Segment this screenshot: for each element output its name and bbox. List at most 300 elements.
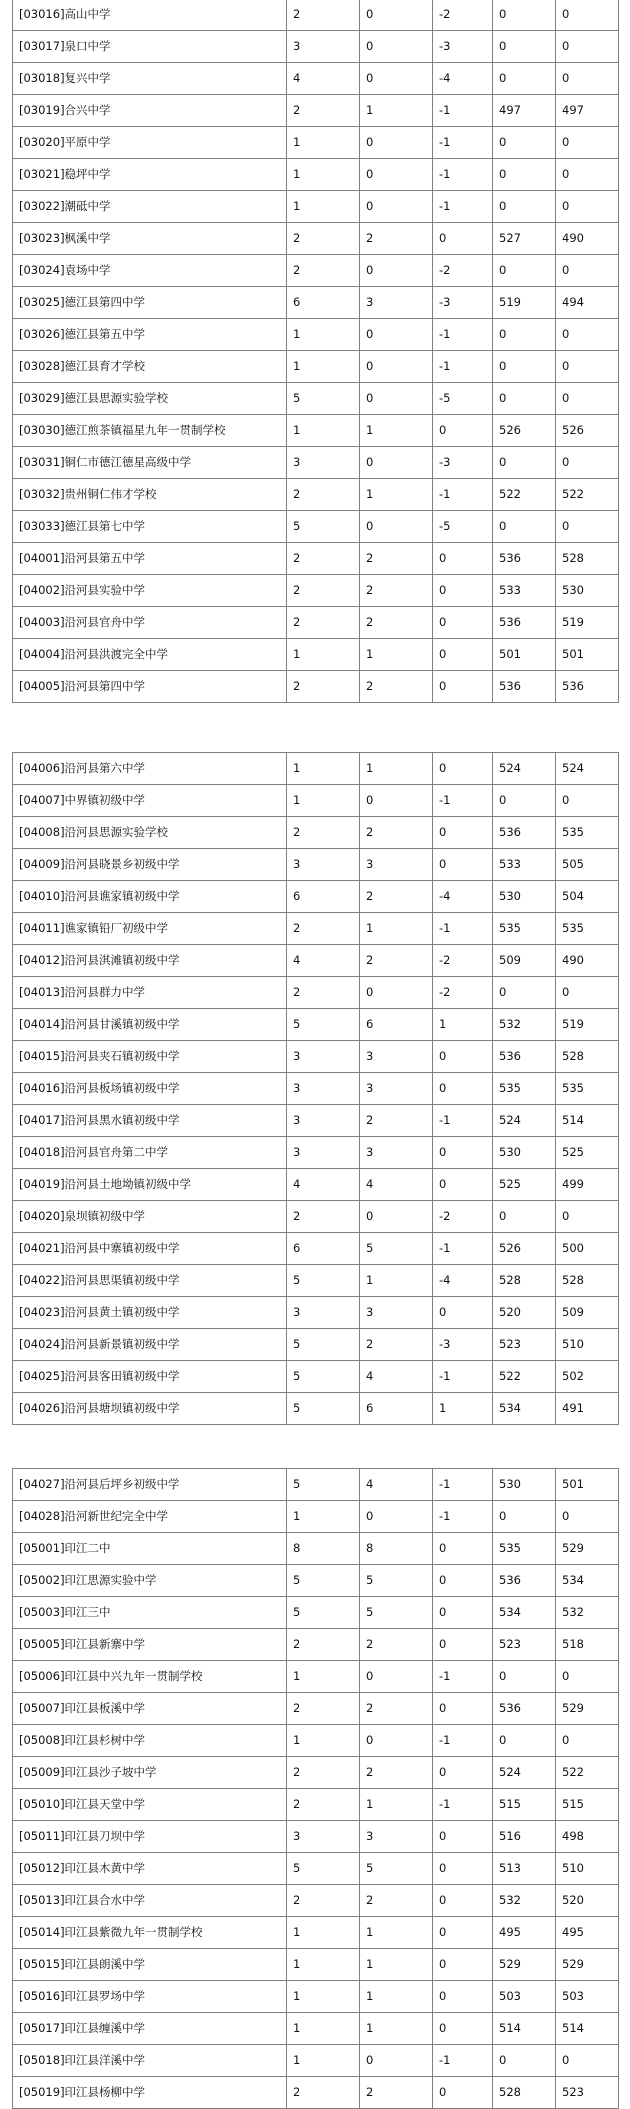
table-row	[13, 1917, 619, 1949]
plan-count-cell: 2	[287, 543, 360, 575]
school-name-cell: [05012]印江县木黄中学	[13, 1853, 287, 1885]
difference-cell: -1	[433, 913, 493, 945]
lowest-score-cell: 0	[556, 447, 619, 479]
difference-cell: -5	[433, 383, 493, 415]
admitted-count-cell: 2	[360, 1693, 433, 1725]
lowest-score-cell: 0	[556, 319, 619, 351]
plan-count-cell: 5	[287, 1361, 360, 1393]
school-name-cell: [04004]沿河县洪渡完全中学	[13, 639, 287, 671]
table-row	[13, 511, 619, 543]
plan-count-cell: 1	[287, 319, 360, 351]
highest-score-cell: 495	[493, 1917, 556, 1949]
highest-score-cell: 535	[493, 1073, 556, 1105]
school-name-cell: [03023]枫溪中学	[13, 223, 287, 255]
lowest-score-cell: 519	[556, 607, 619, 639]
highest-score-cell: 530	[493, 1469, 556, 1501]
admitted-count-cell: 2	[360, 223, 433, 255]
plan-count-cell: 5	[287, 1853, 360, 1885]
highest-score-cell: 530	[493, 1137, 556, 1169]
table-row	[13, 671, 619, 703]
table-row	[13, 1981, 619, 2013]
plan-count-cell: 5	[287, 1009, 360, 1041]
school-name-cell: [04026]沿河县塘坝镇初级中学	[13, 1393, 287, 1425]
difference-cell: 0	[433, 671, 493, 703]
highest-score-cell: 524	[493, 1757, 556, 1789]
difference-cell: -1	[433, 785, 493, 817]
school-name-cell: [04024]沿河县新景镇初级中学	[13, 1329, 287, 1361]
admitted-count-cell: 2	[360, 1757, 433, 1789]
difference-cell: -1	[433, 1725, 493, 1757]
lowest-score-cell: 0	[556, 31, 619, 63]
lowest-score-cell: 522	[556, 1757, 619, 1789]
lowest-score-cell: 523	[556, 2077, 619, 2109]
school-name-cell: [04011]谯家镇铅厂初级中学	[13, 913, 287, 945]
admitted-count-cell: 0	[360, 1661, 433, 1693]
difference-cell: 0	[433, 849, 493, 881]
school-name-cell: [04023]沿河县黄土镇初级中学	[13, 1297, 287, 1329]
school-name-cell: [05008]印江县杉树中学	[13, 1725, 287, 1757]
highest-score-cell: 534	[493, 1597, 556, 1629]
table-row	[13, 1297, 619, 1329]
difference-cell: 0	[433, 1169, 493, 1201]
plan-count-cell: 1	[287, 785, 360, 817]
admitted-count-cell: 6	[360, 1009, 433, 1041]
difference-cell: -3	[433, 31, 493, 63]
difference-cell: 0	[433, 1821, 493, 1853]
table-row	[13, 785, 619, 817]
table-row	[13, 1361, 619, 1393]
difference-cell: 0	[433, 1885, 493, 1917]
school-name-cell: [04019]沿河县土地坳镇初级中学	[13, 1169, 287, 1201]
highest-score-cell: 536	[493, 671, 556, 703]
highest-score-cell: 0	[493, 383, 556, 415]
difference-cell: -3	[433, 287, 493, 319]
school-name-cell: [05010]印江县天堂中学	[13, 1789, 287, 1821]
difference-cell: 0	[433, 2077, 493, 2109]
school-name-cell: [04022]沿河县思渠镇初级中学	[13, 1265, 287, 1297]
lowest-score-cell: 509	[556, 1297, 619, 1329]
table-row	[13, 1137, 619, 1169]
admitted-count-cell: 2	[360, 671, 433, 703]
difference-cell: -1	[433, 1105, 493, 1137]
admitted-count-cell: 8	[360, 1533, 433, 1565]
table-row	[13, 817, 619, 849]
school-name-cell: [04028]沿河新世纪完全中学	[13, 1501, 287, 1533]
table-row	[13, 753, 619, 785]
lowest-score-cell: 497	[556, 95, 619, 127]
lowest-score-cell: 0	[556, 1501, 619, 1533]
plan-count-cell: 3	[287, 1821, 360, 1853]
lowest-score-cell: 534	[556, 1565, 619, 1597]
admitted-count-cell: 1	[360, 1265, 433, 1297]
table-row	[13, 1329, 619, 1361]
plan-count-cell: 2	[287, 1757, 360, 1789]
school-name-cell: [04013]沿河县群力中学	[13, 977, 287, 1009]
school-name-cell: [04018]沿河县官舟第二中学	[13, 1137, 287, 1169]
admitted-count-cell: 2	[360, 1329, 433, 1361]
highest-score-cell: 0	[493, 319, 556, 351]
table-row	[13, 1169, 619, 1201]
school-name-cell: [04020]泉坝镇初级中学	[13, 1201, 287, 1233]
difference-cell: 0	[433, 1981, 493, 2013]
plan-count-cell: 3	[287, 1105, 360, 1137]
difference-cell: -1	[433, 1233, 493, 1265]
lowest-score-cell: 502	[556, 1361, 619, 1393]
table-row	[13, 1565, 619, 1597]
lowest-score-cell: 501	[556, 1469, 619, 1501]
highest-score-cell: 523	[493, 1629, 556, 1661]
difference-cell: -1	[433, 95, 493, 127]
highest-score-cell: 509	[493, 945, 556, 977]
highest-score-cell: 528	[493, 2077, 556, 2109]
plan-count-cell: 2	[287, 817, 360, 849]
difference-cell: 0	[433, 1757, 493, 1789]
plan-count-cell: 4	[287, 945, 360, 977]
school-name-cell: [05005]印江县新寨中学	[13, 1629, 287, 1661]
highest-score-cell: 516	[493, 1821, 556, 1853]
difference-cell: -3	[433, 447, 493, 479]
admitted-count-cell: 0	[360, 255, 433, 287]
plan-count-cell: 5	[287, 511, 360, 543]
plan-count-cell: 1	[287, 127, 360, 159]
plan-count-cell: 2	[287, 913, 360, 945]
admitted-count-cell: 0	[360, 31, 433, 63]
admitted-count-cell: 1	[360, 415, 433, 447]
school-name-cell: [05018]印江县洋溪中学	[13, 2045, 287, 2077]
lowest-score-cell: 501	[556, 639, 619, 671]
school-name-cell: [03019]合兴中学	[13, 95, 287, 127]
difference-cell: -1	[433, 191, 493, 223]
table-row	[13, 1757, 619, 1789]
table-row	[13, 607, 619, 639]
highest-score-cell: 536	[493, 1565, 556, 1597]
plan-count-cell: 5	[287, 383, 360, 415]
plan-count-cell: 6	[287, 881, 360, 913]
school-name-cell: [05007]印江县板溪中学	[13, 1693, 287, 1725]
difference-cell: 0	[433, 1041, 493, 1073]
school-name-cell: [04012]沿河县淇滩镇初级中学	[13, 945, 287, 977]
highest-score-cell: 503	[493, 1981, 556, 2013]
difference-cell: -4	[433, 1265, 493, 1297]
plan-count-cell: 2	[287, 1789, 360, 1821]
highest-score-cell: 520	[493, 1297, 556, 1329]
lowest-score-cell: 498	[556, 1821, 619, 1853]
admitted-count-cell: 6	[360, 1393, 433, 1425]
school-name-cell: [03025]德江县第四中学	[13, 287, 287, 319]
lowest-score-cell: 0	[556, 191, 619, 223]
plan-count-cell: 2	[287, 95, 360, 127]
difference-cell: -2	[433, 255, 493, 287]
admitted-count-cell: 3	[360, 1297, 433, 1329]
difference-cell: 0	[433, 1629, 493, 1661]
plan-count-cell: 1	[287, 1917, 360, 1949]
difference-cell: 0	[433, 1917, 493, 1949]
table-row	[13, 1725, 619, 1757]
admitted-count-cell: 2	[360, 945, 433, 977]
school-name-cell: [03030]德江煎茶镇福星九年一贯制学校	[13, 415, 287, 447]
plan-count-cell: 1	[287, 639, 360, 671]
lowest-score-cell: 526	[556, 415, 619, 447]
plan-count-cell: 1	[287, 1501, 360, 1533]
lowest-score-cell: 505	[556, 849, 619, 881]
highest-score-cell: 0	[493, 447, 556, 479]
school-name-cell: [05015]印江县朗溪中学	[13, 1949, 287, 1981]
highest-score-cell: 0	[493, 785, 556, 817]
admitted-count-cell: 1	[360, 1949, 433, 1981]
admitted-count-cell: 3	[360, 849, 433, 881]
highest-score-cell: 0	[493, 1201, 556, 1233]
difference-cell: -3	[433, 1329, 493, 1361]
difference-cell: 0	[433, 817, 493, 849]
lowest-score-cell: 535	[556, 1073, 619, 1105]
difference-cell: 0	[433, 607, 493, 639]
admitted-count-cell: 0	[360, 127, 433, 159]
highest-score-cell: 0	[493, 351, 556, 383]
table-row	[13, 223, 619, 255]
admitted-count-cell: 0	[360, 977, 433, 1009]
school-name-cell: [05017]印江县缠溪中学	[13, 2013, 287, 2045]
admitted-count-cell: 0	[360, 159, 433, 191]
highest-score-cell: 535	[493, 1533, 556, 1565]
plan-count-cell: 2	[287, 575, 360, 607]
admitted-count-cell: 3	[360, 1041, 433, 1073]
lowest-score-cell: 0	[556, 63, 619, 95]
table-row	[13, 191, 619, 223]
admitted-count-cell: 0	[360, 785, 433, 817]
admitted-count-cell: 5	[360, 1597, 433, 1629]
admitted-count-cell: 2	[360, 543, 433, 575]
school-name-cell: [05011]印江县刀坝中学	[13, 1821, 287, 1853]
lowest-score-cell: 532	[556, 1597, 619, 1629]
plan-count-cell: 1	[287, 1981, 360, 2013]
highest-score-cell: 536	[493, 543, 556, 575]
highest-score-cell: 535	[493, 913, 556, 945]
table-row	[13, 1201, 619, 1233]
table-row	[13, 977, 619, 1009]
highest-score-cell: 0	[493, 63, 556, 95]
table-row	[13, 543, 619, 575]
school-name-cell: [05001]印江二中	[13, 1533, 287, 1565]
difference-cell: 0	[433, 1853, 493, 1885]
table-row	[13, 1533, 619, 1565]
highest-score-cell: 526	[493, 415, 556, 447]
plan-count-cell: 5	[287, 1565, 360, 1597]
plan-count-cell: 2	[287, 1693, 360, 1725]
school-name-cell: [04016]沿河县板场镇初级中学	[13, 1073, 287, 1105]
lowest-score-cell: 536	[556, 671, 619, 703]
table-row	[13, 1629, 619, 1661]
admitted-count-cell: 0	[360, 1501, 433, 1533]
table-row	[13, 1661, 619, 1693]
difference-cell: -1	[433, 1361, 493, 1393]
lowest-score-cell: 520	[556, 1885, 619, 1917]
highest-score-cell: 501	[493, 639, 556, 671]
highest-score-cell: 0	[493, 255, 556, 287]
highest-score-cell: 533	[493, 849, 556, 881]
highest-score-cell: 532	[493, 1885, 556, 1917]
admitted-count-cell: 0	[360, 447, 433, 479]
highest-score-cell: 536	[493, 1041, 556, 1073]
admitted-count-cell: 5	[360, 1565, 433, 1597]
highest-score-cell: 514	[493, 2013, 556, 2045]
school-name-cell: [04015]沿河县夹石镇初级中学	[13, 1041, 287, 1073]
admitted-count-cell: 0	[360, 0, 433, 31]
highest-score-cell: 519	[493, 287, 556, 319]
plan-count-cell: 2	[287, 479, 360, 511]
plan-count-cell: 2	[287, 1201, 360, 1233]
admitted-count-cell: 2	[360, 1885, 433, 1917]
lowest-score-cell: 529	[556, 1533, 619, 1565]
plan-count-cell: 5	[287, 1469, 360, 1501]
school-name-cell: [04007]中界镇初级中学	[13, 785, 287, 817]
plan-count-cell: 5	[287, 1597, 360, 1629]
lowest-score-cell: 529	[556, 1693, 619, 1725]
highest-score-cell: 536	[493, 1693, 556, 1725]
table-row	[13, 0, 619, 31]
admitted-count-cell: 0	[360, 511, 433, 543]
lowest-score-cell: 0	[556, 977, 619, 1009]
lowest-score-cell: 499	[556, 1169, 619, 1201]
school-name-cell: [03016]高山中学	[13, 0, 287, 31]
plan-count-cell: 1	[287, 753, 360, 785]
admitted-count-cell: 5	[360, 1853, 433, 1885]
admitted-count-cell: 3	[360, 287, 433, 319]
table-row	[13, 127, 619, 159]
difference-cell: 0	[433, 1949, 493, 1981]
highest-score-cell: 0	[493, 159, 556, 191]
admitted-count-cell: 1	[360, 2013, 433, 2045]
difference-cell: 0	[433, 1137, 493, 1169]
difference-cell: -1	[433, 1501, 493, 1533]
lowest-score-cell: 0	[556, 383, 619, 415]
lowest-score-cell: 490	[556, 945, 619, 977]
difference-cell: -4	[433, 881, 493, 913]
lowest-score-cell: 503	[556, 1981, 619, 2013]
table-row	[13, 1009, 619, 1041]
plan-count-cell: 3	[287, 31, 360, 63]
highest-score-cell: 522	[493, 1361, 556, 1393]
highest-score-cell: 0	[493, 31, 556, 63]
table-row	[13, 1501, 619, 1533]
plan-count-cell: 2	[287, 607, 360, 639]
table-row	[13, 319, 619, 351]
school-name-cell: [03017]泉口中学	[13, 31, 287, 63]
school-name-cell: [05016]印江县罗场中学	[13, 1981, 287, 2013]
table-row	[13, 479, 619, 511]
table-row	[13, 1885, 619, 1917]
highest-score-cell: 0	[493, 127, 556, 159]
lowest-score-cell: 518	[556, 1629, 619, 1661]
plan-count-cell: 1	[287, 2045, 360, 2077]
admitted-count-cell: 0	[360, 2045, 433, 2077]
table-row	[13, 849, 619, 881]
table-row	[13, 2045, 619, 2077]
school-name-cell: [04003]沿河县官舟中学	[13, 607, 287, 639]
lowest-score-cell: 0	[556, 255, 619, 287]
school-name-cell: [05006]印江县中兴九年一贯制学校	[13, 1661, 287, 1693]
plan-count-cell: 2	[287, 977, 360, 1009]
highest-score-cell: 0	[493, 2045, 556, 2077]
lowest-score-cell: 515	[556, 1789, 619, 1821]
plan-count-cell: 2	[287, 2077, 360, 2109]
difference-cell: -1	[433, 479, 493, 511]
lowest-score-cell: 0	[556, 785, 619, 817]
admitted-count-cell: 2	[360, 817, 433, 849]
school-name-cell: [04025]沿河县客田镇初级中学	[13, 1361, 287, 1393]
plan-count-cell: 1	[287, 191, 360, 223]
lowest-score-cell: 0	[556, 351, 619, 383]
lowest-score-cell: 504	[556, 881, 619, 913]
highest-score-cell: 0	[493, 191, 556, 223]
plan-count-cell: 3	[287, 1137, 360, 1169]
school-name-cell: [04027]沿河县后坪乡初级中学	[13, 1469, 287, 1501]
highest-score-cell: 0	[493, 1661, 556, 1693]
highest-score-cell: 0	[493, 1725, 556, 1757]
table-row	[13, 95, 619, 127]
lowest-score-cell: 510	[556, 1329, 619, 1361]
admitted-count-cell: 0	[360, 63, 433, 95]
highest-score-cell: 0	[493, 511, 556, 543]
plan-count-cell: 1	[287, 2013, 360, 2045]
highest-score-cell: 527	[493, 223, 556, 255]
lowest-score-cell: 495	[556, 1917, 619, 1949]
difference-cell: -1	[433, 1789, 493, 1821]
school-name-cell: [04017]沿河县黑水镇初级中学	[13, 1105, 287, 1137]
highest-score-cell: 523	[493, 1329, 556, 1361]
table-row	[13, 1853, 619, 1885]
plan-count-cell: 2	[287, 0, 360, 31]
school-name-cell: [03032]贵州铜仁伟才学校	[13, 479, 287, 511]
highest-score-cell: 524	[493, 1105, 556, 1137]
lowest-score-cell: 490	[556, 223, 619, 255]
difference-cell: 0	[433, 753, 493, 785]
admitted-count-cell: 2	[360, 1629, 433, 1661]
difference-cell: 0	[433, 543, 493, 575]
plan-count-cell: 6	[287, 287, 360, 319]
highest-score-cell: 0	[493, 0, 556, 31]
table-row	[13, 1789, 619, 1821]
table-row	[13, 447, 619, 479]
highest-score-cell: 532	[493, 1009, 556, 1041]
admitted-count-cell: 1	[360, 639, 433, 671]
table-row	[13, 1693, 619, 1725]
lowest-score-cell: 0	[556, 0, 619, 31]
admitted-count-cell: 1	[360, 753, 433, 785]
plan-count-cell: 3	[287, 1041, 360, 1073]
difference-cell: -1	[433, 319, 493, 351]
school-name-cell: [03029]德江县思源实验学校	[13, 383, 287, 415]
table-row	[13, 159, 619, 191]
school-name-cell: [04014]沿河县甘溪镇初级中学	[13, 1009, 287, 1041]
admitted-count-cell: 0	[360, 351, 433, 383]
admitted-count-cell: 1	[360, 95, 433, 127]
highest-score-cell: 536	[493, 817, 556, 849]
difference-cell: -1	[433, 2045, 493, 2077]
lowest-score-cell: 528	[556, 543, 619, 575]
plan-count-cell: 4	[287, 1169, 360, 1201]
plan-count-cell: 5	[287, 1329, 360, 1361]
difference-cell: 0	[433, 1533, 493, 1565]
difference-cell: 1	[433, 1393, 493, 1425]
difference-cell: 0	[433, 575, 493, 607]
admitted-count-cell: 2	[360, 575, 433, 607]
plan-count-cell: 2	[287, 671, 360, 703]
admitted-count-cell: 4	[360, 1361, 433, 1393]
difference-cell: 0	[433, 223, 493, 255]
school-name-cell: [05003]印江三中	[13, 1597, 287, 1629]
admitted-count-cell: 2	[360, 1105, 433, 1137]
difference-cell: 0	[433, 1073, 493, 1105]
